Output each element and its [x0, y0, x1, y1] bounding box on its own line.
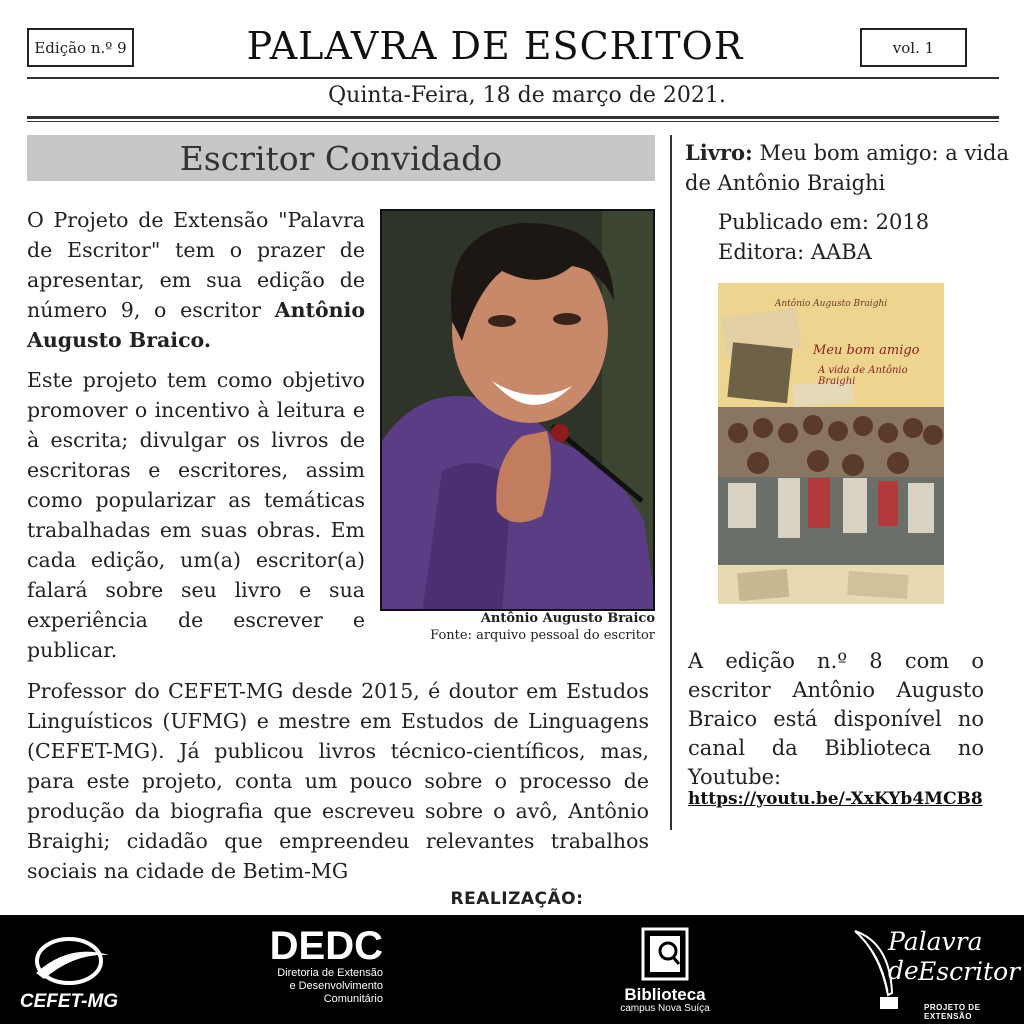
book-title: [685, 138, 1015, 198]
book-cover: [718, 283, 944, 604]
publication-year: Publicado em: 2018: [718, 210, 930, 234]
date-rule-thick: [27, 116, 999, 119]
bio-paragraph: Professor do CEFET-MG desde 2015, é doutor em Estudos Linguísticos (UFMG) e mestre em Estudos de Linguagens (CEFET-MG). Já publicou livros técnico-científicos, mas, para este projeto, conta um pouco sobre o processo de produção da biografia que escreveu sobre o avô, Antônio Braighi; cidadão que empreendeu relevantes trabalhos sociais na cidade de Betim-MG: [27, 679, 649, 883]
photo-source: Fonte: arquivo pessoal do escritor: [430, 628, 655, 643]
book-cover-art: [718, 283, 944, 604]
palavra-logo-subtitle: PROJETO DE EXTENSÃO: [924, 1003, 981, 1021]
cover-title: Meu bom amigo: [813, 343, 920, 358]
cefet-logo: [14, 933, 124, 1013]
volume-label: vol. 1: [892, 38, 935, 57]
palavra-de-escritor-logo: [850, 923, 1021, 1021]
volume-badge: [860, 28, 967, 67]
intro-text: O Projeto de Extensão "Palavra de Escritor" tem o prazer de apresentar, em sua edição de número 9, o escritor: [27, 208, 365, 322]
section-title: Escritor Convidado: [179, 138, 503, 178]
author-portrait-illustration: [382, 211, 655, 611]
dedc-line-1: Diretoria de Extensão: [277, 967, 383, 979]
column-divider: [670, 135, 672, 830]
top-rule: [27, 77, 999, 79]
cefet-swoosh-icon: [14, 933, 124, 993]
newspaper-title: PALAVRA DE ESCRITOR: [246, 24, 744, 68]
previous-edition-note: A edição n.º 8 com o escritor Antônio Augusto Braico está disponível no canal da Biblioteca no Youtube:: [688, 649, 984, 789]
realizacao-heading: REALIZAÇÃO:: [450, 889, 584, 909]
cefet-label: CEFET-MG: [19, 991, 119, 1012]
book-label: Livro:: [685, 140, 753, 165]
book-search-icon: [610, 923, 720, 983]
edition-badge: [27, 28, 134, 67]
intro-paragraph: [27, 205, 365, 355]
biblioteca-logo: [610, 923, 720, 1018]
date-rule-thin: [27, 121, 999, 122]
dedc-logo: [258, 925, 383, 1020]
youtube-link[interactable]: https://youtu.be/-XxKYb4MCB8: [688, 789, 983, 809]
palavra-logo-line-2: Escritor: [918, 957, 1021, 986]
biblioteca-label: Biblioteca: [624, 985, 706, 1004]
publisher: Editora: AABA: [718, 240, 872, 264]
cover-subtitle: A vida de Antônio Braighi: [818, 365, 908, 387]
cover-author: Antônio Augusto Braighi: [774, 299, 888, 309]
footer-bar: [0, 915, 1024, 1024]
edition-label: Edição n.º 9: [34, 38, 127, 57]
section-banner: [27, 135, 655, 181]
dedc-label: DEDC: [269, 924, 383, 968]
dedc-line-3: Comunitário: [323, 993, 383, 1005]
author-name: Antônio Augusto Braico.: [27, 298, 365, 352]
dedc-description: [258, 967, 383, 1006]
issue-date: Quinta-Feira, 18 de março de 2021.: [328, 83, 726, 108]
author-photo: [380, 209, 655, 611]
dedc-line-2: e Desenvolvimento: [289, 980, 383, 992]
book-title-text: Meu bom amigo: a vida de Antônio Braighi: [685, 141, 1009, 195]
photo-caption: Antônio Augusto Braico: [480, 611, 655, 626]
biblioteca-campus: campus Nova Suíça: [620, 1003, 710, 1014]
project-goal-paragraph: Este projeto tem como objetivo promover o incentivo à leitura e à escrita; divulgar os livros de escritoras e escritores, assim como popularizar as temáticas trabalhadas em suas obras. Em cada edição, um(a) escritor(a) falará sobre seu livro e sua experiência de escrever e publicar.: [27, 368, 365, 662]
palavra-logo-line-1: Palavra de: [888, 927, 983, 985]
